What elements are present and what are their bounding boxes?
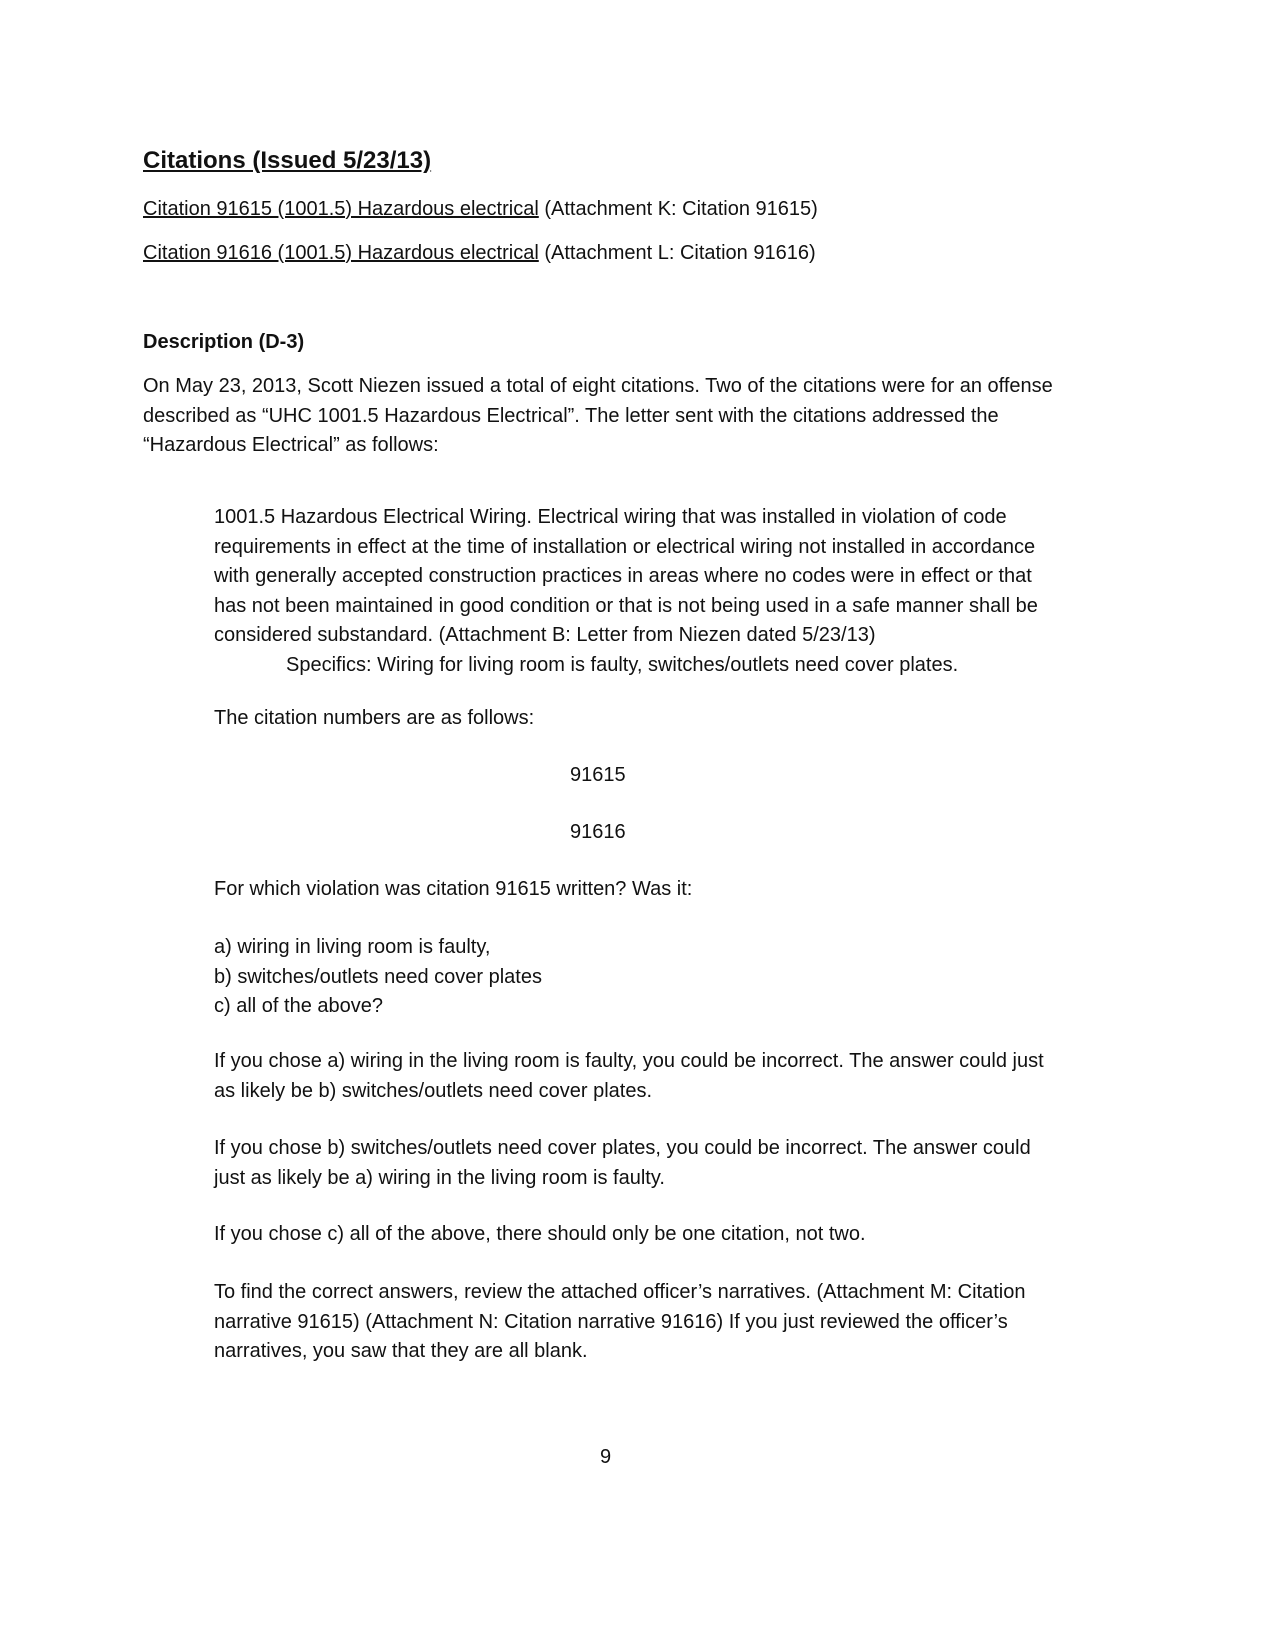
intro-line: “Hazardous Electrical” as follows: — [143, 434, 439, 456]
paragraph-final — [214, 1278, 1025, 1367]
paragraph-option-b — [214, 1134, 1031, 1193]
quote-line: considered substandard. (Attachment B: Letter from Niezen dated 5/23/13) — [214, 624, 876, 646]
intro-line: On May 23, 2013, Scott Niezen issued a total of eight citations. Two of the citations were for an offense — [143, 375, 1053, 397]
option-item: c) all of the above? — [214, 995, 383, 1017]
paragraph-line: To find the correct answers, review the attached officer’s narratives. (Attachment M: Citation — [214, 1281, 1026, 1303]
quote-line: with generally accepted construction practices in areas where no codes were in effect or that — [214, 565, 1032, 587]
description-heading: Description (D-3) — [143, 331, 305, 353]
paragraph-line: narrative 91615) (Attachment N: Citation narrative 91616) If you just reviewed the officer’s — [214, 1310, 1008, 1333]
citation-number-1: 91615 — [570, 764, 626, 786]
paragraph-option-a — [214, 1047, 1044, 1106]
options-list — [214, 933, 542, 1022]
citation-note-1: (Attachment K: Citation 91615) — [538, 198, 818, 220]
intro-line: described as “UHC 1001.5 Hazardous Electrical”. The letter sent with the citations addressed the — [143, 404, 999, 427]
citation-line-1 — [143, 195, 818, 224]
citation-line-2 — [143, 239, 816, 268]
section-heading: Citations (Issued 5/23/13) — [143, 147, 432, 174]
quoted-code-paragraph — [214, 503, 1038, 680]
specifics-line: Specifics: Wiring for living room is faulty, switches/outlets need cover plates. — [286, 653, 959, 676]
option-item: a) wiring in living room is faulty, — [214, 936, 491, 958]
question-line: For which violation was citation 91615 written? Was it: — [214, 878, 693, 900]
quote-line: has not been maintained in good condition or that is not being used in a safe manner shall be — [214, 594, 1038, 617]
quote-line: requirements in effect at the time of installation or electrical wiring not installed in accordance — [214, 535, 1036, 558]
paragraph-line: as likely be b) switches/outlets need cover plates. — [214, 1079, 652, 1102]
quote-line: 1001.5 Hazardous Electrical Wiring. Electrical wiring that was installed in violation of code — [214, 506, 1007, 528]
paragraph-line: If you chose b) switches/outlets need cover plates, you could be incorrect. The answer could — [214, 1137, 1031, 1159]
paragraph-option-c: If you chose c) all of the above, there should only be one citation, not two. — [214, 1223, 866, 1245]
option-item: b) switches/outlets need cover plates — [214, 965, 542, 988]
paragraph-line: If you chose a) wiring in the living room is faulty, you could be incorrect. The answer could just — [214, 1050, 1044, 1072]
citation-number-2: 91616 — [570, 821, 626, 843]
citation-link-1[interactable]: Citation 91615 (1001.5) Hazardous electrical — [143, 198, 539, 220]
intro-paragraph — [143, 372, 1053, 461]
citation-numbers-intro: The citation numbers are as follows: — [214, 707, 535, 729]
page-number: 9 — [600, 1446, 612, 1468]
paragraph-line: narratives, you saw that they are all blank. — [214, 1340, 588, 1362]
paragraph-line: just as likely be a) wiring in the living room is faulty. — [214, 1166, 665, 1189]
citation-link-2[interactable]: Citation 91616 (1001.5) Hazardous electrical — [143, 242, 539, 264]
citation-note-2: (Attachment L: Citation 91616) — [538, 242, 816, 264]
